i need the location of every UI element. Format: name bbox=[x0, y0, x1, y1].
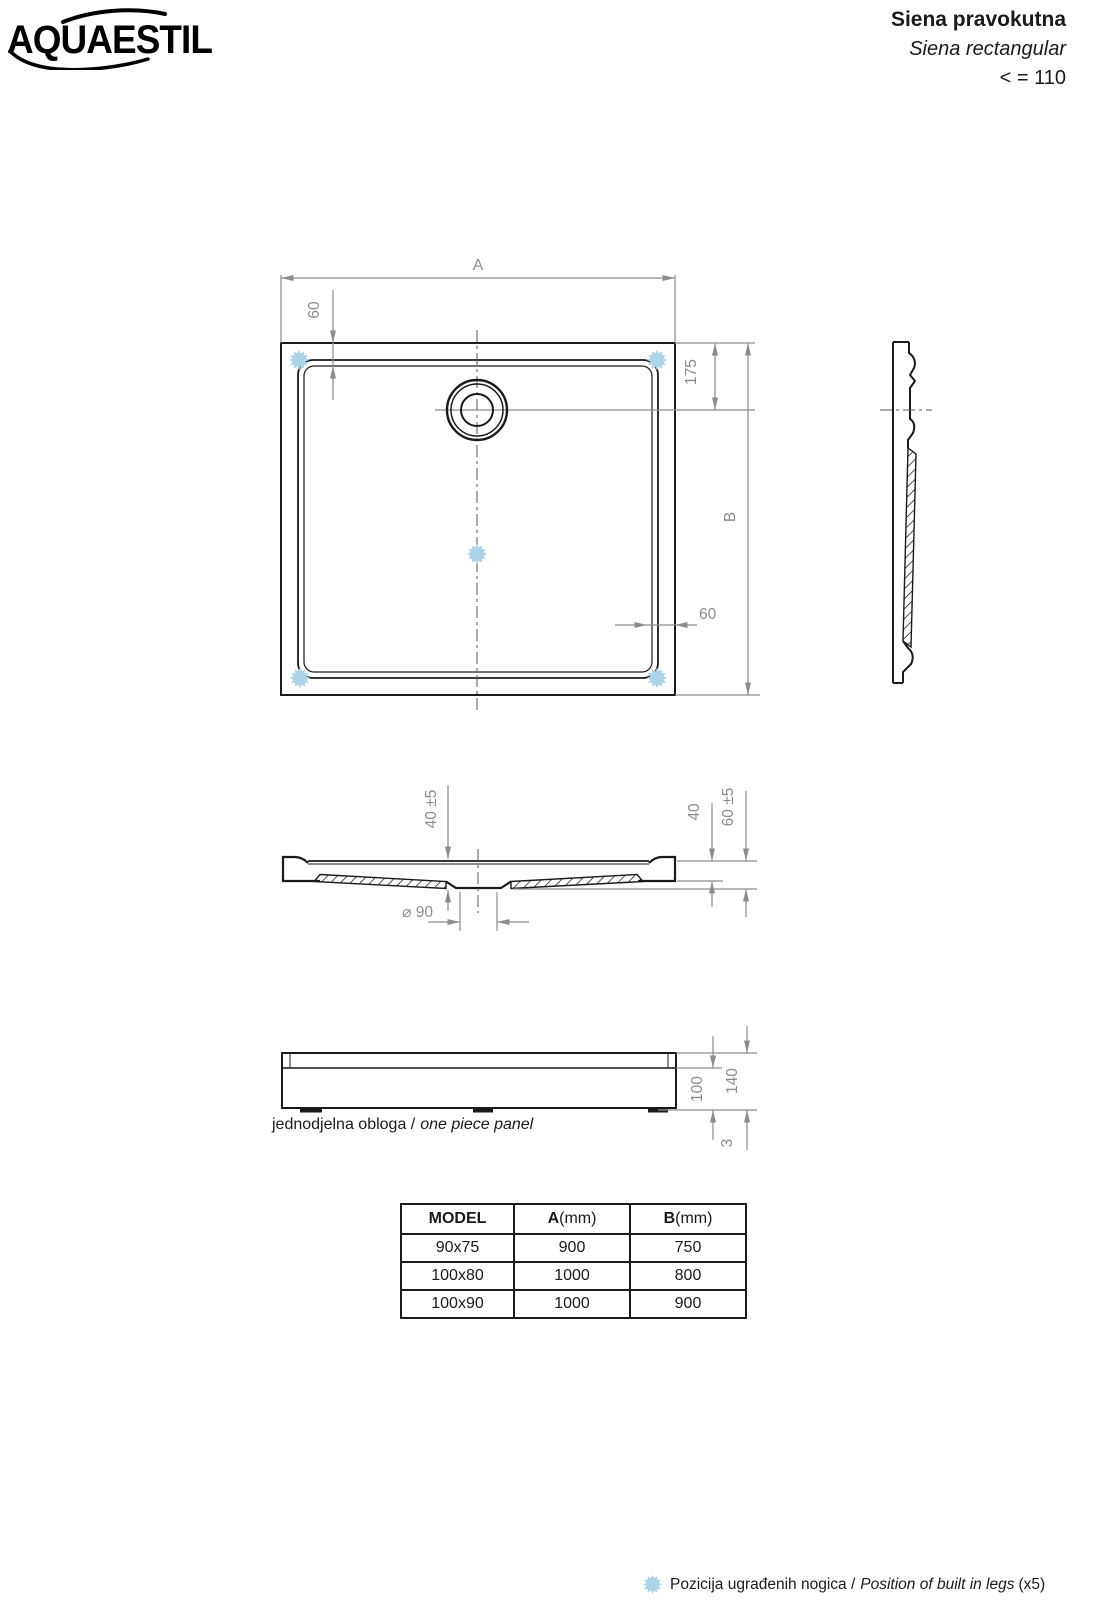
dim-label-panel-140: 140 bbox=[724, 1068, 741, 1094]
dim-label-total-height: 60 ±5 bbox=[720, 787, 737, 827]
header-b-mm: B(mm) bbox=[630, 1204, 746, 1234]
leg-marker-center bbox=[467, 544, 487, 564]
cell-b: 800 bbox=[630, 1262, 746, 1290]
panel-caption-hr: jednodjelna obloga / bbox=[272, 1116, 416, 1133]
cell-a: 1000 bbox=[514, 1290, 630, 1318]
tray-inner-groove-outer bbox=[298, 360, 658, 678]
panel-outline bbox=[282, 1053, 676, 1113]
cell-model: 100x80 bbox=[401, 1262, 514, 1290]
leg-marker-bottom-left bbox=[290, 668, 310, 688]
leg-marker-top-left bbox=[289, 350, 309, 370]
cell-model: 90x75 bbox=[401, 1234, 514, 1262]
leg-position-legend bbox=[642, 1574, 1045, 1595]
side-profile-view bbox=[880, 342, 932, 683]
table-row bbox=[401, 1290, 746, 1318]
model-table bbox=[400, 1203, 747, 1319]
dim-label-drain-diameter: ⌀ 90 bbox=[402, 904, 433, 921]
dim-label-60-top: 60 bbox=[306, 301, 323, 319]
table-header-row bbox=[401, 1204, 746, 1234]
legend-count: (x5) bbox=[1018, 1575, 1046, 1593]
dim-label-floor-gap: 3 bbox=[719, 1138, 736, 1148]
title-block bbox=[891, 8, 1066, 90]
leg-marker-bottom-right bbox=[647, 668, 667, 688]
panel-foot bbox=[300, 1108, 322, 1113]
dim-label-panel-100: 100 bbox=[689, 1076, 706, 1102]
cross-section-drawing bbox=[250, 745, 770, 945]
tray-section-outline bbox=[283, 849, 675, 913]
cell-b: 900 bbox=[630, 1290, 746, 1318]
dim-label-depth: 40 ±5 bbox=[423, 789, 440, 829]
table-row bbox=[401, 1234, 746, 1262]
dim-label-60-right: 60 bbox=[699, 606, 717, 623]
header-a-mm: A(mm) bbox=[514, 1204, 630, 1234]
panel-foot bbox=[473, 1108, 493, 1113]
dim-label-edge-height: 40 bbox=[686, 803, 703, 821]
product-title-en: Siena rectangular bbox=[909, 38, 1066, 60]
cell-model: 100x90 bbox=[401, 1290, 514, 1318]
product-title-hr: Siena pravokutna bbox=[890, 8, 1066, 31]
legend-text-en: Position of built in legs bbox=[860, 1575, 1015, 1593]
tray-outer-edge bbox=[281, 343, 675, 695]
aquaestil-logo bbox=[5, 6, 220, 70]
logo-text: AQUAESTIL bbox=[7, 18, 213, 62]
top-view-drawing bbox=[235, 248, 995, 718]
panel-caption-en: one piece panel bbox=[420, 1116, 534, 1133]
leg-marker-icon bbox=[642, 1574, 663, 1595]
size-note: < = 110 bbox=[999, 67, 1066, 89]
header-model: MODEL bbox=[401, 1204, 514, 1234]
cell-a: 1000 bbox=[514, 1262, 630, 1290]
dim-label-b: B bbox=[722, 511, 739, 523]
panel-caption bbox=[272, 1116, 533, 1134]
dim-label-175: 175 bbox=[683, 359, 700, 385]
panel-drawing bbox=[250, 1010, 770, 1170]
leg-marker-top-right bbox=[647, 350, 667, 370]
cell-a: 900 bbox=[514, 1234, 630, 1262]
dim-label-a: A bbox=[472, 257, 484, 274]
table-row bbox=[401, 1262, 746, 1290]
tray-inner-groove-inner bbox=[304, 366, 652, 672]
legend-text-hr: Pozicija ugrađenih nogica / bbox=[670, 1575, 856, 1593]
cell-b: 750 bbox=[630, 1234, 746, 1262]
